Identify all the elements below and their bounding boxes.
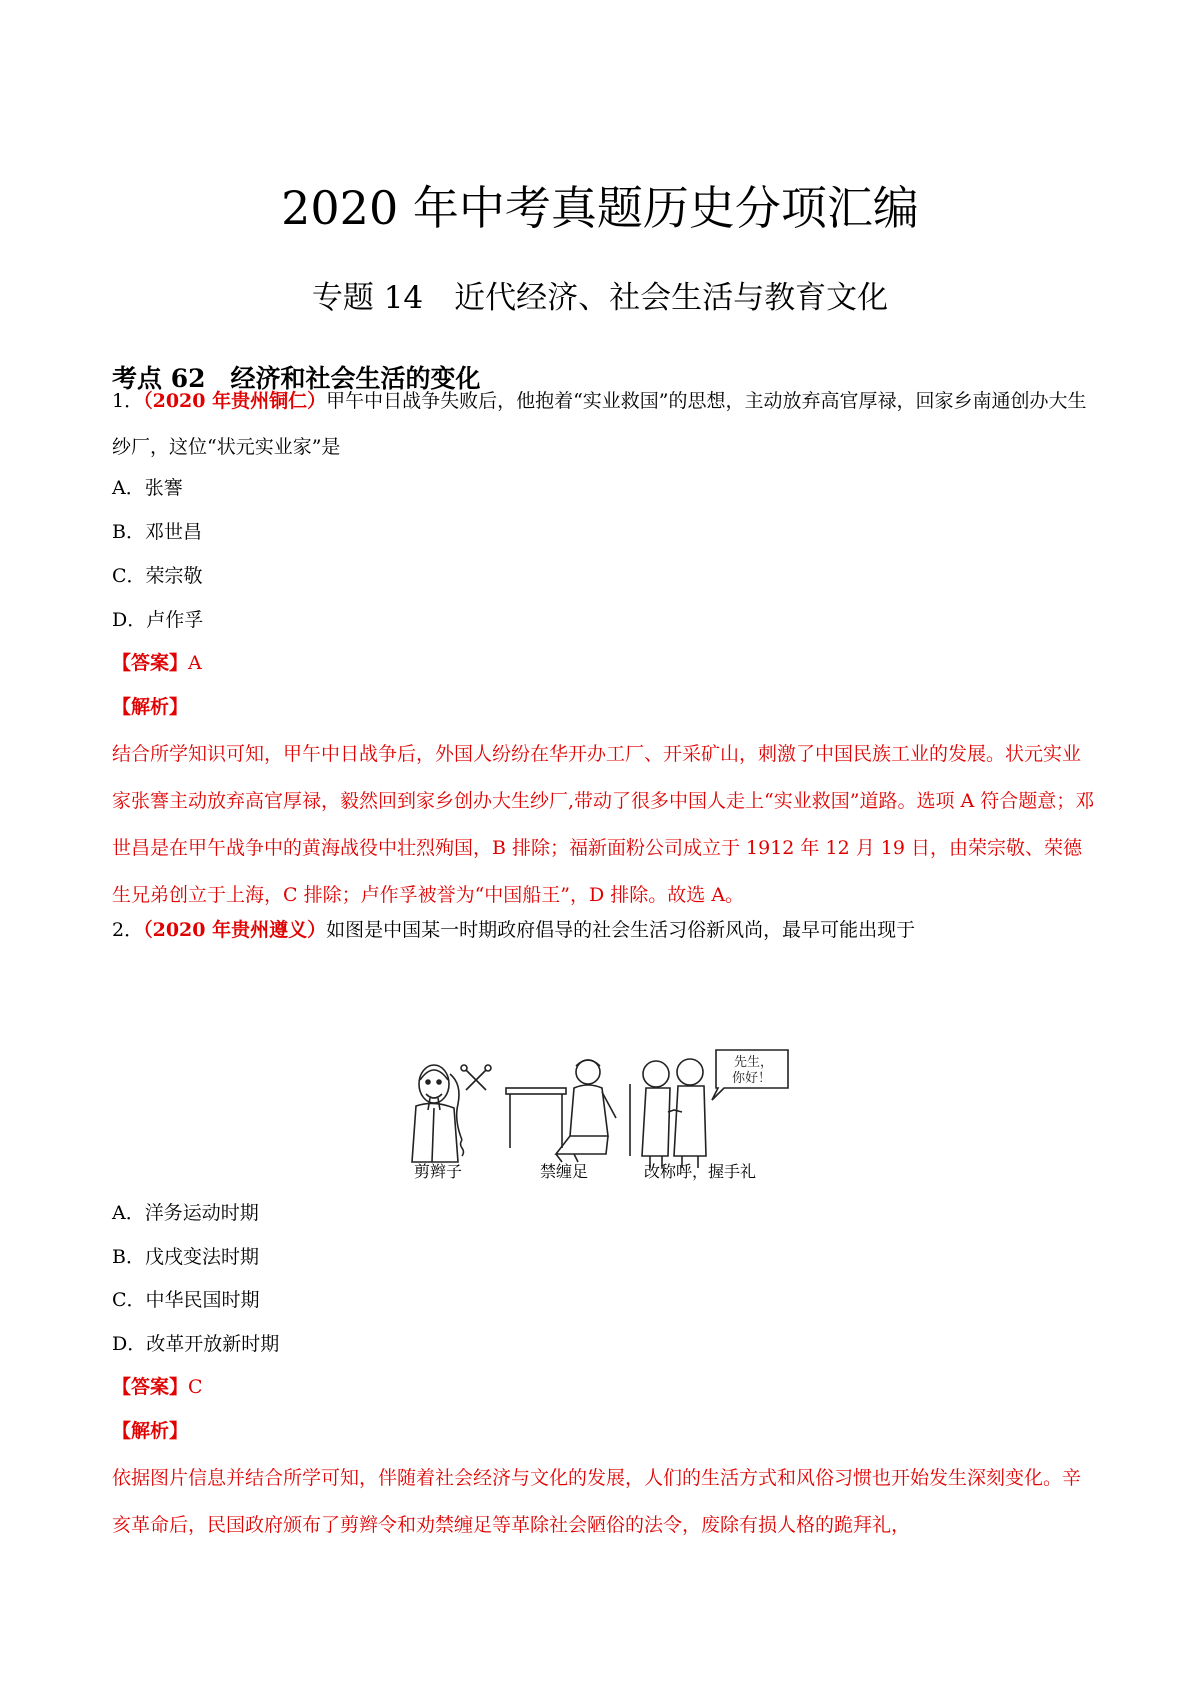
question-text: 甲午中日战争失败后，他抱着“实业救国”的思想，主动放弃高官厚禄，回家乡南通创办大生纱厂，这位“状元实业家”是 <box>112 390 1087 458</box>
q1-option-b: B．邓世昌 <box>112 521 202 543</box>
q1-option-d: D．卢作孚 <box>112 609 204 631</box>
q2-analysis-label <box>112 1416 188 1446</box>
section-heading: 考点 62 经济和社会生活的变化 <box>112 364 481 393</box>
q1-option-c: C．荣宗敬 <box>112 565 203 587</box>
question-source: （2020 年贵州遵义） <box>143 919 327 941</box>
q2-option-d: D．改革开放新时期 <box>112 1333 280 1355</box>
queue-cutting-figure <box>412 1065 491 1162</box>
answer-label: 【答案】 <box>112 652 189 674</box>
document-title: 2020 年中考真题历史分项汇编 <box>281 181 919 235</box>
q2-option-b: B．戊戌变法时期 <box>112 1246 259 1268</box>
q2-option-c: C．中华民国时期 <box>112 1289 260 1311</box>
question-number: 1． <box>112 390 144 412</box>
customs-illustration <box>406 1044 794 1174</box>
foot-binding-figure <box>506 1060 616 1162</box>
caption-footbinding: 禁缠足 <box>540 1162 589 1181</box>
question-1-stem <box>112 378 1098 470</box>
q1-analysis-label <box>112 692 188 722</box>
q1-option-a: A．张謇 <box>112 477 183 499</box>
analysis-label: 【解析】 <box>112 696 189 718</box>
q2-answer <box>112 1372 203 1402</box>
answer-value: A <box>188 652 202 674</box>
q2-analysis-text: 依据图片信息并结合所学可知，伴随着社会经济与文化的发展，人们的生活方式和风俗习惯也开始发生深刻变化。辛亥革命后，民国政府颁布了剪辫令和劝禁缠足等革除社会陋俗的法令，废除有损人格的跪拜礼， <box>112 1467 1082 1536</box>
answer-label: 【答案】 <box>112 1376 189 1398</box>
speech-line-1: 先生， <box>734 1055 774 1070</box>
question-text: 如图是中国某一时期政府倡导的社会生活习俗新风尚，最早可能出现于 <box>326 919 916 941</box>
question-2-stem <box>112 907 1098 953</box>
caption-handshake: 改称呼，握手礼 <box>644 1162 757 1181</box>
question-source: （2020 年贵州铜仁） <box>143 390 327 412</box>
answer-value: C <box>188 1376 203 1398</box>
q1-analysis-text: 结合所学知识可知，甲午中日战争后，外国人纷纷在华开办工厂、开采矿山，刺激了中国民族工业的发展。状元实业家张謇主动放弃高官厚禄，毅然回到家乡创办大生纱厂,带动了很多中国人走上“实业救国”道路。选项 A 符合题意；邓世昌是在甲午战争中的黄海战役中壮烈殉国，B 排除；福新面粉公司成立于 1912 年 12 月 19 日，由荣宗敬、荣德生兄弟创立于上海，C 排除；卢作孚被誉为“中国船王”，D 排除。故选 A。 <box>112 743 1095 906</box>
q2-option-a: A．洋务运动时期 <box>112 1202 259 1224</box>
analysis-label: 【解析】 <box>112 1420 189 1442</box>
caption-queue: 剪辫子 <box>414 1162 463 1181</box>
q1-answer <box>112 648 202 678</box>
question-number: 2． <box>112 919 144 941</box>
document-subtitle: 专题 14 近代经济、社会生活与教育文化 <box>311 280 889 316</box>
speech-line-2: 你好！ <box>732 1071 772 1086</box>
customs-drawing <box>406 1044 794 1174</box>
